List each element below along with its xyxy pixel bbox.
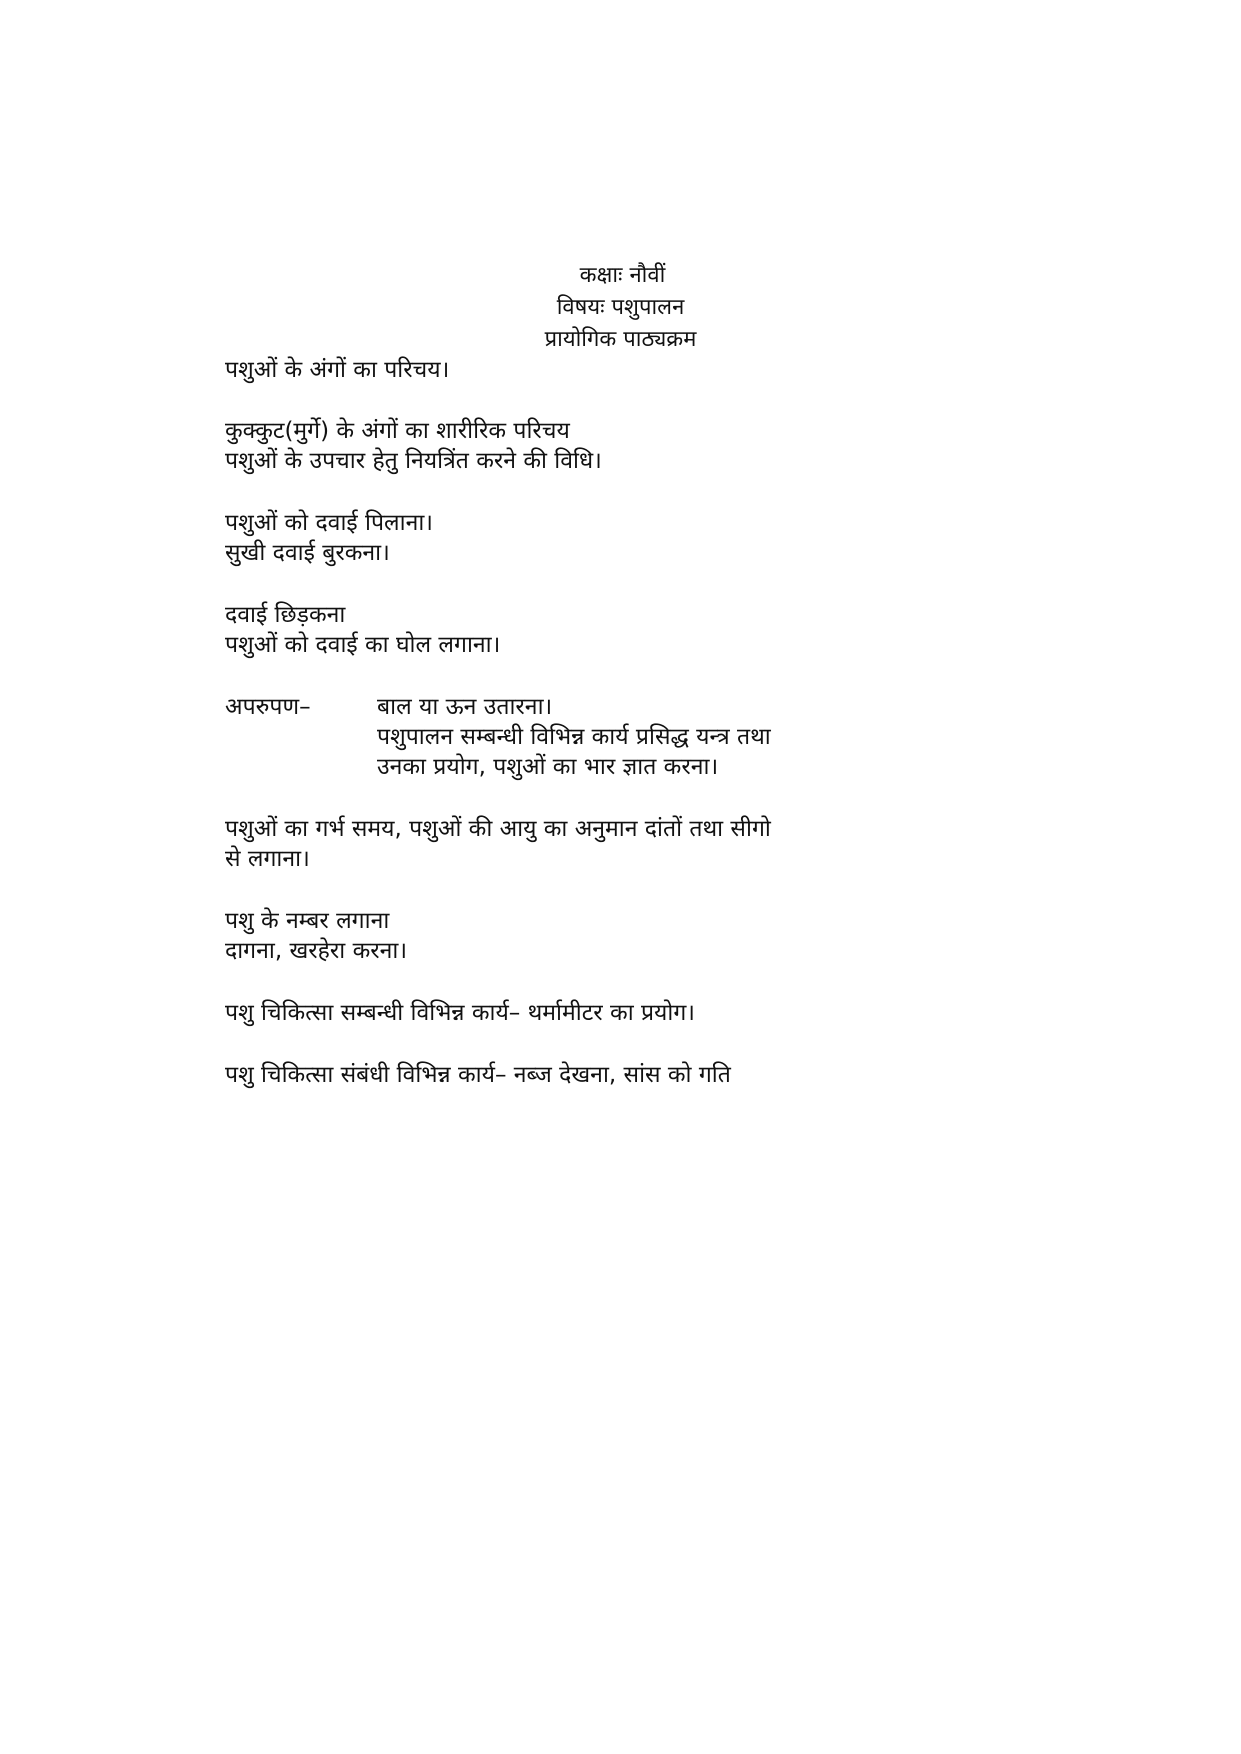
line-dusting: सुखी दवाई बुरकना। (225, 540, 390, 566)
line-restraint-method: पशुओं के उपचार हेतु नियत्रिंत करने की विधि। (225, 448, 602, 474)
course-heading: प्रायोगिक पाठ्यक्रम (544, 327, 697, 352)
line-instruments: पशुपालन सम्बन्धी विभिन्न कार्य प्रसिद्ध यन्त्र तथा (377, 724, 771, 750)
class-heading: कक्षाः नौवीं (579, 263, 666, 288)
line-pregnancy-age-cont: से लगाना। (225, 846, 310, 872)
line-poultry-organs: कुक्कुट(मुर्गे) के अंगों का शारीरिक परिचय (225, 418, 570, 444)
line-spraying: दवाई छिड़कना (225, 602, 346, 628)
line-pregnancy-age: पशुओं का गर्भ समय, पशुओं की आयु का अनुमान दांतों तथा सीगो (225, 816, 771, 842)
line-hair-wool-removal: बाल या ऊन उतारना। (377, 694, 553, 720)
line-numbering: पशु के नम्बर लगाना (225, 908, 390, 934)
line-animal-organs: पशुओं के अंगों का परिचय। (225, 357, 450, 383)
line-branding-grooming: दागना, खरहेरा करना। (225, 938, 408, 964)
subject-heading: विषयः पशुपालन (556, 295, 685, 320)
line-applying-solution: पशुओं को दवाई का घोल लगाना। (225, 632, 501, 658)
line-weight-estimation: उनका प्रयोग, पशुओं का भार ज्ञात करना। (377, 754, 719, 780)
line-pulse-respiration: पशु चिकित्सा संबंधी विभिन्न कार्य– नब्ज देखना, सांस को गति (225, 1062, 731, 1088)
line-drenching: पशुओं को दवाई पिलाना। (225, 510, 434, 536)
line-thermometer: पशु चिकित्सा सम्बन्धी विभिन्न कार्य– थर्मामीटर का प्रयोग। (225, 1000, 696, 1026)
label-shearing: अपरुपण– (225, 694, 311, 720)
